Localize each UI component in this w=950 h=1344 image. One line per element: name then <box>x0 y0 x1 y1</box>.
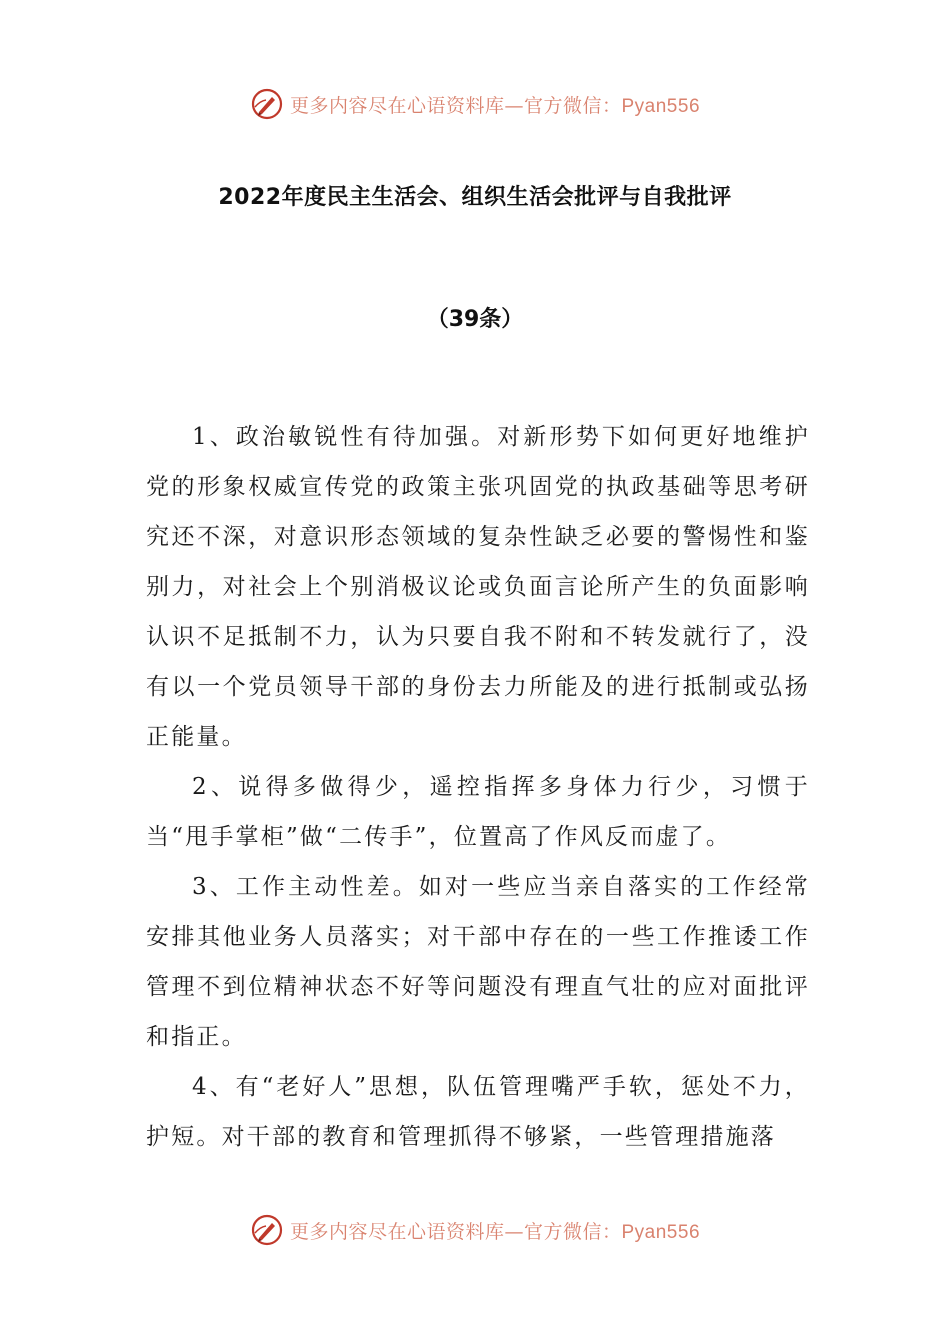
paragraph-2: 2、说得多做得少，遥控指挥多身体力行少，习惯于当“甩手掌柜”做“二传手”，位置高了作风反而虚了。 <box>146 774 810 850</box>
document-body <box>146 412 810 1162</box>
watermark-wechat-id: Pyan556 <box>621 95 701 117</box>
watermark-wechat-id: Pyan556 <box>621 1221 701 1243</box>
watermark-text: 更多内容尽在心语资料库—官方微信：Pyan556 <box>289 94 701 117</box>
document-subtitle: （39条） <box>426 307 524 332</box>
paragraph-1: 1、政治敏锐性有待加强。对新形势下如何更好地维护党的形象权威宣传党的政策主张巩固党的执政基础等思考研究还不深，对意识形态领域的复杂性缺乏必要的警惕性和鉴别力，对社会上个别消极议论或负面言论所产生的负面影响认识不足抵制不力，认为只要自我不附和不转发就行了，没有以一个党员领导干部的身份去力所能及的进行抵制或弘扬正能量。 <box>146 424 810 750</box>
document-title: 2022年度民主生活会、组织生活会批评与自我批评 <box>218 185 732 210</box>
watermark-footer <box>0 1210 950 1250</box>
paragraph-4: 4、有“老好人”思想，队伍管理嘴严手软，惩处不力，护短。对干部的教育和管理抓得不够紧，一些管理措施落 <box>146 1074 810 1150</box>
watermark-text: 更多内容尽在心语资料库—官方微信：Pyan556 <box>289 1220 701 1243</box>
pen-logo-icon <box>250 87 284 121</box>
paragraph-3: 3、工作主动性差。如对一些应当亲自落实的工作经常安排其他业务人员落实；对干部中存在的一些工作推诿工作管理不到位精神状态不好等问题没有理直气壮的应对面批评和指正。 <box>146 874 810 1050</box>
pen-logo-icon <box>250 1213 284 1247</box>
watermark-header <box>0 84 950 124</box>
